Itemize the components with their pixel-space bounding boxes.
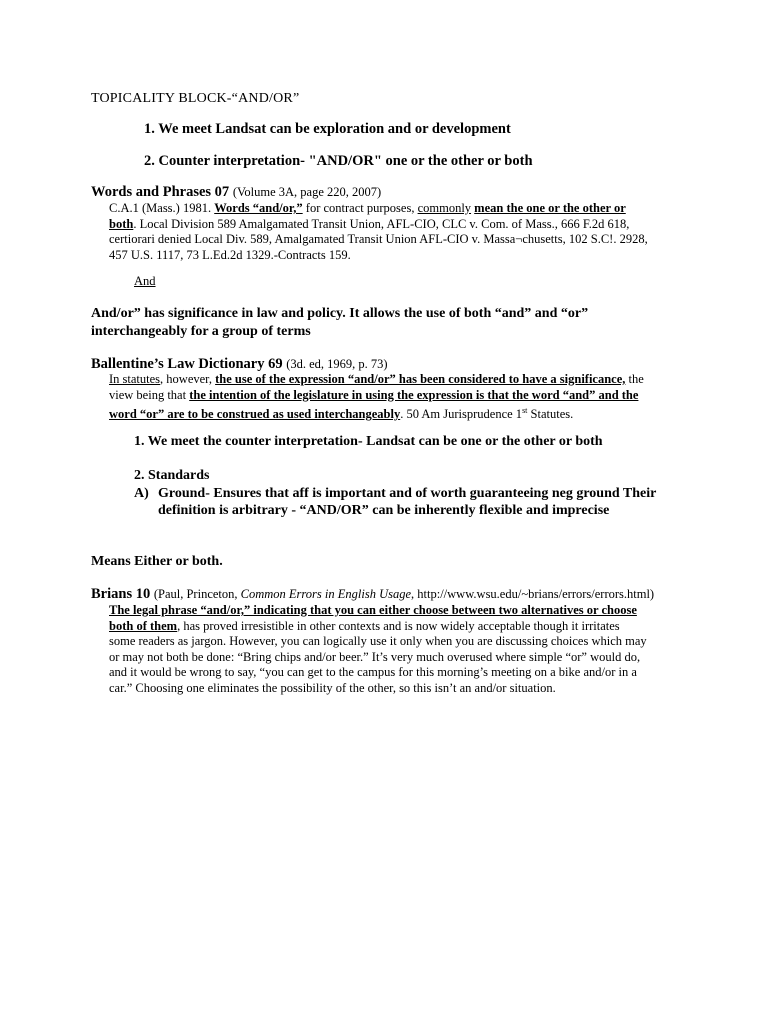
card-text: C.A.1 (Mass.) 1981. — [109, 201, 215, 215]
card-highlight: Words “and/or,” — [214, 201, 303, 215]
standards-heading: 2. Standards — [134, 468, 210, 483]
standard-a-text: Ground- Ensures that aff is important and of worth guaranteeing neg ground Their definition is arbitrary - “AND/OR” can be inherently flexible and imprecise — [158, 485, 657, 518]
and-separator: And — [134, 274, 156, 288]
standards-block — [134, 467, 674, 520]
cite-author: Ballentine’s Law Dictionary 69 — [91, 356, 283, 372]
card-highlight: the intention of the legislature in using the expression is that the word “and” and the word “or” are to be construed as used interchangeably — [109, 387, 639, 422]
card-text: for contract purposes, — [302, 201, 418, 215]
point-we-meet: 1. We meet Landsat can be exploration and or development — [144, 121, 511, 137]
document-title: TOPICALITY BLOCK-“AND/OR” — [91, 91, 300, 106]
card-underline: In statutes — [109, 372, 161, 386]
cite-details: (3d. ed, 1969, p. 73) — [286, 357, 388, 371]
cite-ballentine — [91, 356, 768, 373]
card-words-and-phrases — [109, 201, 649, 263]
card-highlight: mean the one or the other or both — [109, 201, 626, 231]
cite-details: (Volume 3A, page 220, 2007) — [232, 185, 382, 199]
card-text: the view being that — [109, 372, 644, 402]
means-either-or-both: Means Either or both. — [91, 554, 223, 569]
card-text: . 50 Am Jurisprudence 1 — [400, 407, 523, 422]
card-text: Statutes. — [527, 407, 574, 422]
card-underline: commonly — [417, 201, 472, 215]
card-text: . Local Division 589 Amalgamated Transit Union, AFL-CIO, CLC v. Com. of Mass., 666 F.2d 618, certiorari denied Local Div. 589, Amalgamated Transit Union AFL-CIO v. Massa¬chusetts, 102 S.C!. 2928, 457 U.S. 1117, 73 L.Ed.2d 1329.-Contracts 159. — [109, 216, 648, 262]
card-highlight: the use of the expression “and/or” has been considered to have a significance, — [215, 372, 626, 386]
card-text: , has proved irresistible in other contexts and is now widely acceptable though it irritates some readers as jargon. However, you can logically use it only when you are discussing choices which may or may not both be done: “Bring chips and/or beer.” It’s very much overused where simple “or” would do, and it would be wrong to say, “you can get to the campus for this morning’s meeting on a bike and/or in a car.” Choosing one eliminates the possibility of the other, so this isn’t an and/or situation. — [109, 618, 647, 695]
card-superscript: st — [522, 406, 528, 416]
point-counter-interpretation: 2. Counter interpretation- "AND/OR" one or the other or both — [144, 153, 533, 169]
tag-and-or-significance: And/or” has significance in law and policy. It allows the use of both “and” and “or” interchangeably for a group of terms — [91, 306, 589, 339]
cite-author: Brians 10 — [91, 586, 151, 602]
cite-words-and-phrases — [91, 184, 768, 201]
standard-a-label: A) — [134, 485, 149, 501]
cite-brians — [91, 586, 768, 603]
cite-author: Words and Phrases 07 — [91, 184, 230, 200]
point-we-meet-counter: 1. We meet the counter interpretation- Landsat can be one or the other or both — [134, 434, 603, 449]
card-highlight: The legal phrase “and/or,” indicating that you can either choose between two alternatives or choose both of them — [109, 603, 637, 633]
cite-details: (Paul, Princeton, Common Errors in English Usage, http://www.wsu.edu/~brians/errors/errors.html) — [153, 587, 655, 601]
card-ballentine — [109, 372, 654, 423]
card-brians — [109, 603, 649, 697]
card-text: , however, — [160, 372, 216, 386]
standard-a — [134, 485, 674, 520]
